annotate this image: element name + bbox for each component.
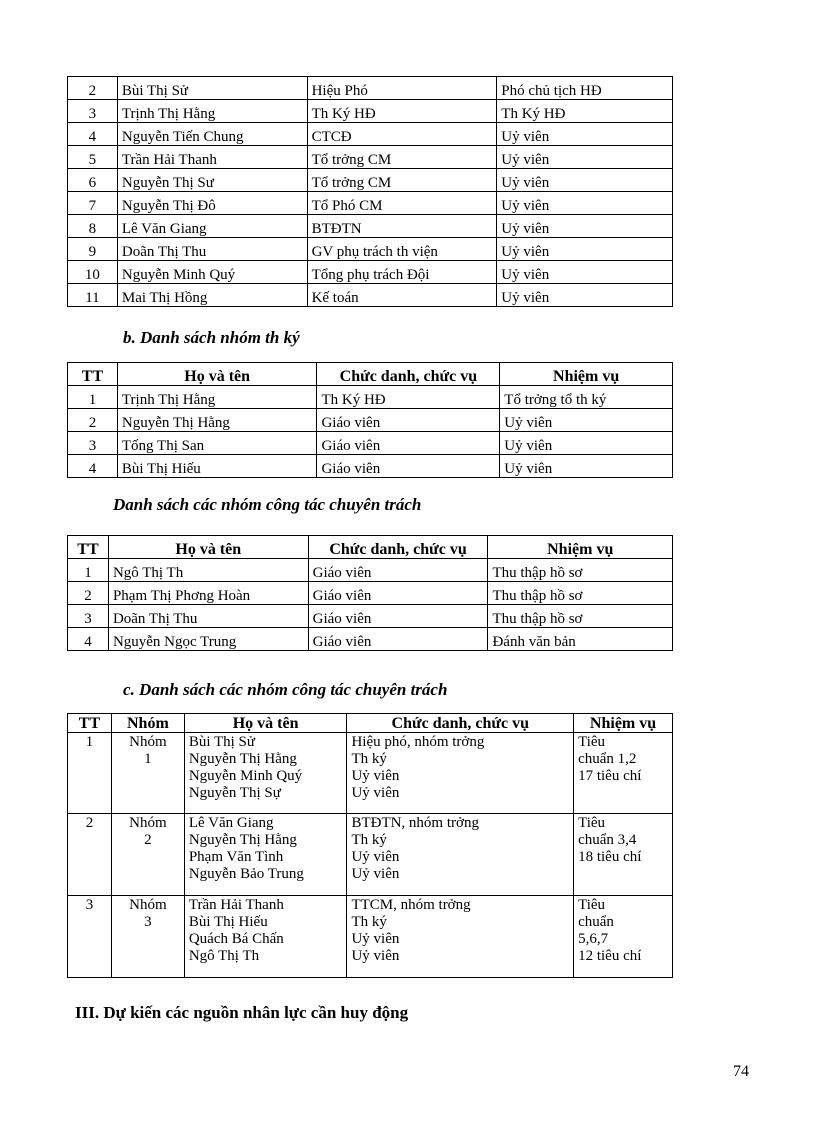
section-iii-heading: III. Dự kiến các nguồn nhân lực cần huy động [75,1003,409,1022]
table-row: 4 Nguyễn Ngọc Trung Giáo viên Đánh văn bản [68,628,673,651]
table-row: 3 Trịnh Thị Hằng Th Ký HĐ Th Ký HĐ [68,100,673,123]
table-header-row: TT Họ và tên Chức danh, chức vụ Nhiệm vụ [68,536,673,559]
table-row: 2 Phạm Thị Phơng Hoàn Giáo viên Thu thập hồ sơ [68,582,673,605]
section-b-title: b. Danh sách nhóm th ký [123,328,300,347]
table-row: 1 Trịnh Thị Hằng Th Ký HĐ Tổ trởng tổ th ký [68,386,673,409]
table-row: 1 Nhóm 1 Bùi Thị Sử Nguyễn Thị Hằng Nguyễn Minh Quý Nguyễn Thị Sự Hiệu phó, nhóm trởng Th ký Uỷ viên Uỷ viên Tiêu chuẩn 1,2 17 tiêu chí [68,733,673,814]
section-c-title: c. Danh sách các nhóm công tác chuyên trách [123,680,448,699]
table-row: 4 Bùi Thị Hiếu Giáo viên Uỷ viên [68,455,673,478]
table-row: 5 Trần Hải Thanh Tổ trởng CM Uỷ viên [68,146,673,169]
table-row: 8 Lê Văn Giang BTĐTN Uỷ viên [68,215,673,238]
working-groups-table [67,713,673,978]
table-row: 2 Nhóm 2 Lê Văn Giang Nguyễn Thị Hằng Phạm Văn Tình Nguyễn Bảo Trung BTĐTN, nhóm trởng Th ký Uỷ viên Uỷ viên Tiêu chuẩn 3,4 18 tiêu chí [68,814,673,896]
table-row: 3 Doãn Thị Thu Giáo viên Thu thập hồ sơ [68,605,673,628]
table-row: 6 Nguyễn Thị Sư Tổ trởng CM Uỷ viên [68,169,673,192]
council-members-table [67,76,673,307]
table-row: 2 Nguyễn Thị Hằng Giáo viên Uỷ viên [68,409,673,432]
specialized-group-table [67,535,673,651]
table-header-row: TT Nhóm Họ và tên Chức danh, chức vụ Nhiệm vụ [68,714,673,733]
table-row: 10 Nguyễn Minh Quý Tổng phụ trách Đội Uỷ viên [68,261,673,284]
table-row: 3 Nhóm 3 Trần Hải Thanh Bùi Thị Hiếu Quách Bá Chấn Ngô Thị Th TTCM, nhóm trởng Th ký Uỷ viên Uỷ viên Tiêu chuẩn 5,6,7 12 tiêu chí [68,896,673,978]
table-row: 9 Doãn Thị Thu GV phụ trách th viện Uỷ viên [68,238,673,261]
page-number: 74 [733,1063,749,1080]
table-row: 2 Bùi Thị Sử Hiệu Phó Phó chủ tịch HĐ [68,77,673,100]
secretary-group-table [67,362,673,478]
table-row: 3 Tống Thị San Giáo viên Uỷ viên [68,432,673,455]
table-row: 7 Nguyễn Thị Đô Tổ Phó CM Uỷ viên [68,192,673,215]
section-specialized-title: Danh sách các nhóm công tác chuyên trách [113,495,422,514]
table-header-row: TT Họ và tên Chức danh, chức vụ Nhiệm vụ [68,363,673,386]
table-row: 1 Ngô Thị Th Giáo viên Thu thập hồ sơ [68,559,673,582]
table-row: 11 Mai Thị Hồng Kế toán Uỷ viên [68,284,673,307]
table-row: 4 Nguyễn Tiến Chung CTCĐ Uỷ viên [68,123,673,146]
